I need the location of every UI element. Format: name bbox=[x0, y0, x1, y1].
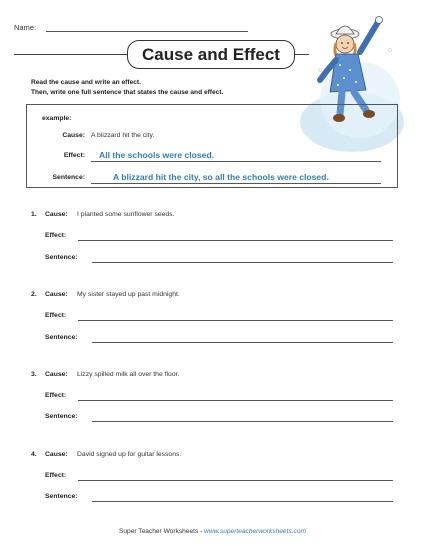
example-cause-text: A blizzard hit the city. bbox=[91, 132, 155, 139]
question-4-cause-label: Cause: bbox=[45, 451, 68, 458]
instructions-line-2: Then, write one full sentence that states the cause and effect. bbox=[31, 89, 224, 96]
question-3-sentence-label: Sentence: bbox=[45, 413, 78, 420]
example-sentence-answer: A blizzard hit the city, so all the schools were closed. bbox=[113, 172, 329, 182]
footer-url-link[interactable]: www.superteacherworksheets.com bbox=[204, 528, 307, 535]
question-4-sentence-line[interactable] bbox=[92, 501, 393, 502]
instructions-line-1: Read the cause and write an effect. bbox=[31, 79, 141, 86]
question-2-number: 2. bbox=[31, 291, 37, 298]
question-1-cause-text: I planted some sunflower seeds. bbox=[77, 211, 175, 218]
example-sentence-line bbox=[91, 183, 381, 184]
question-2-sentence-line[interactable] bbox=[92, 342, 393, 343]
question-3-effect-label: Effect: bbox=[45, 392, 67, 399]
name-label: Name: bbox=[14, 23, 37, 32]
question-3-number: 3. bbox=[31, 371, 37, 378]
question-1-effect-line[interactable] bbox=[78, 240, 393, 241]
question-3-effect-line[interactable] bbox=[78, 400, 393, 401]
question-2-sentence-label: Sentence: bbox=[45, 334, 78, 341]
footer-separator: - bbox=[198, 528, 205, 535]
question-4-number: 4. bbox=[31, 451, 37, 458]
question-1-sentence-label: Sentence: bbox=[45, 254, 78, 261]
question-3-sentence-line[interactable] bbox=[92, 421, 393, 422]
question-4-sentence-label: Sentence: bbox=[45, 493, 78, 500]
question-2-cause-label: Cause: bbox=[45, 291, 68, 298]
question-4-cause-text: David signed up for guitar lessons. bbox=[77, 451, 182, 458]
question-1-cause-label: Cause: bbox=[45, 211, 68, 218]
question-4-effect-line[interactable] bbox=[78, 480, 393, 481]
example-box bbox=[26, 104, 398, 188]
title-rule-left bbox=[14, 54, 127, 55]
footer bbox=[0, 528, 425, 535]
question-2-cause-text: My sister stayed up past midnight. bbox=[77, 291, 180, 298]
example-cause-label: Cause: bbox=[62, 132, 85, 139]
example-sentence-label: Sentence: bbox=[52, 174, 85, 181]
example-effect-label: Effect: bbox=[63, 152, 85, 159]
question-3-cause-text: Lizzy spilled milk all over the floor. bbox=[77, 371, 180, 378]
example-effect-line bbox=[91, 161, 381, 162]
page-title: Cause and Effect bbox=[127, 40, 295, 69]
question-2-effect-label: Effect: bbox=[45, 312, 67, 319]
question-4-effect-label: Effect: bbox=[45, 472, 67, 479]
question-1-number: 1. bbox=[31, 211, 37, 218]
example-effect-answer: All the schools were closed. bbox=[99, 150, 215, 160]
question-3-cause-label: Cause: bbox=[45, 371, 68, 378]
question-1-sentence-line[interactable] bbox=[92, 262, 393, 263]
name-line[interactable] bbox=[46, 31, 248, 32]
example-label: example: bbox=[42, 115, 72, 122]
question-2-effect-line[interactable] bbox=[78, 320, 393, 321]
footer-site-name: Super Teacher Worksheets bbox=[118, 528, 199, 535]
question-1-effect-label: Effect: bbox=[45, 232, 67, 239]
